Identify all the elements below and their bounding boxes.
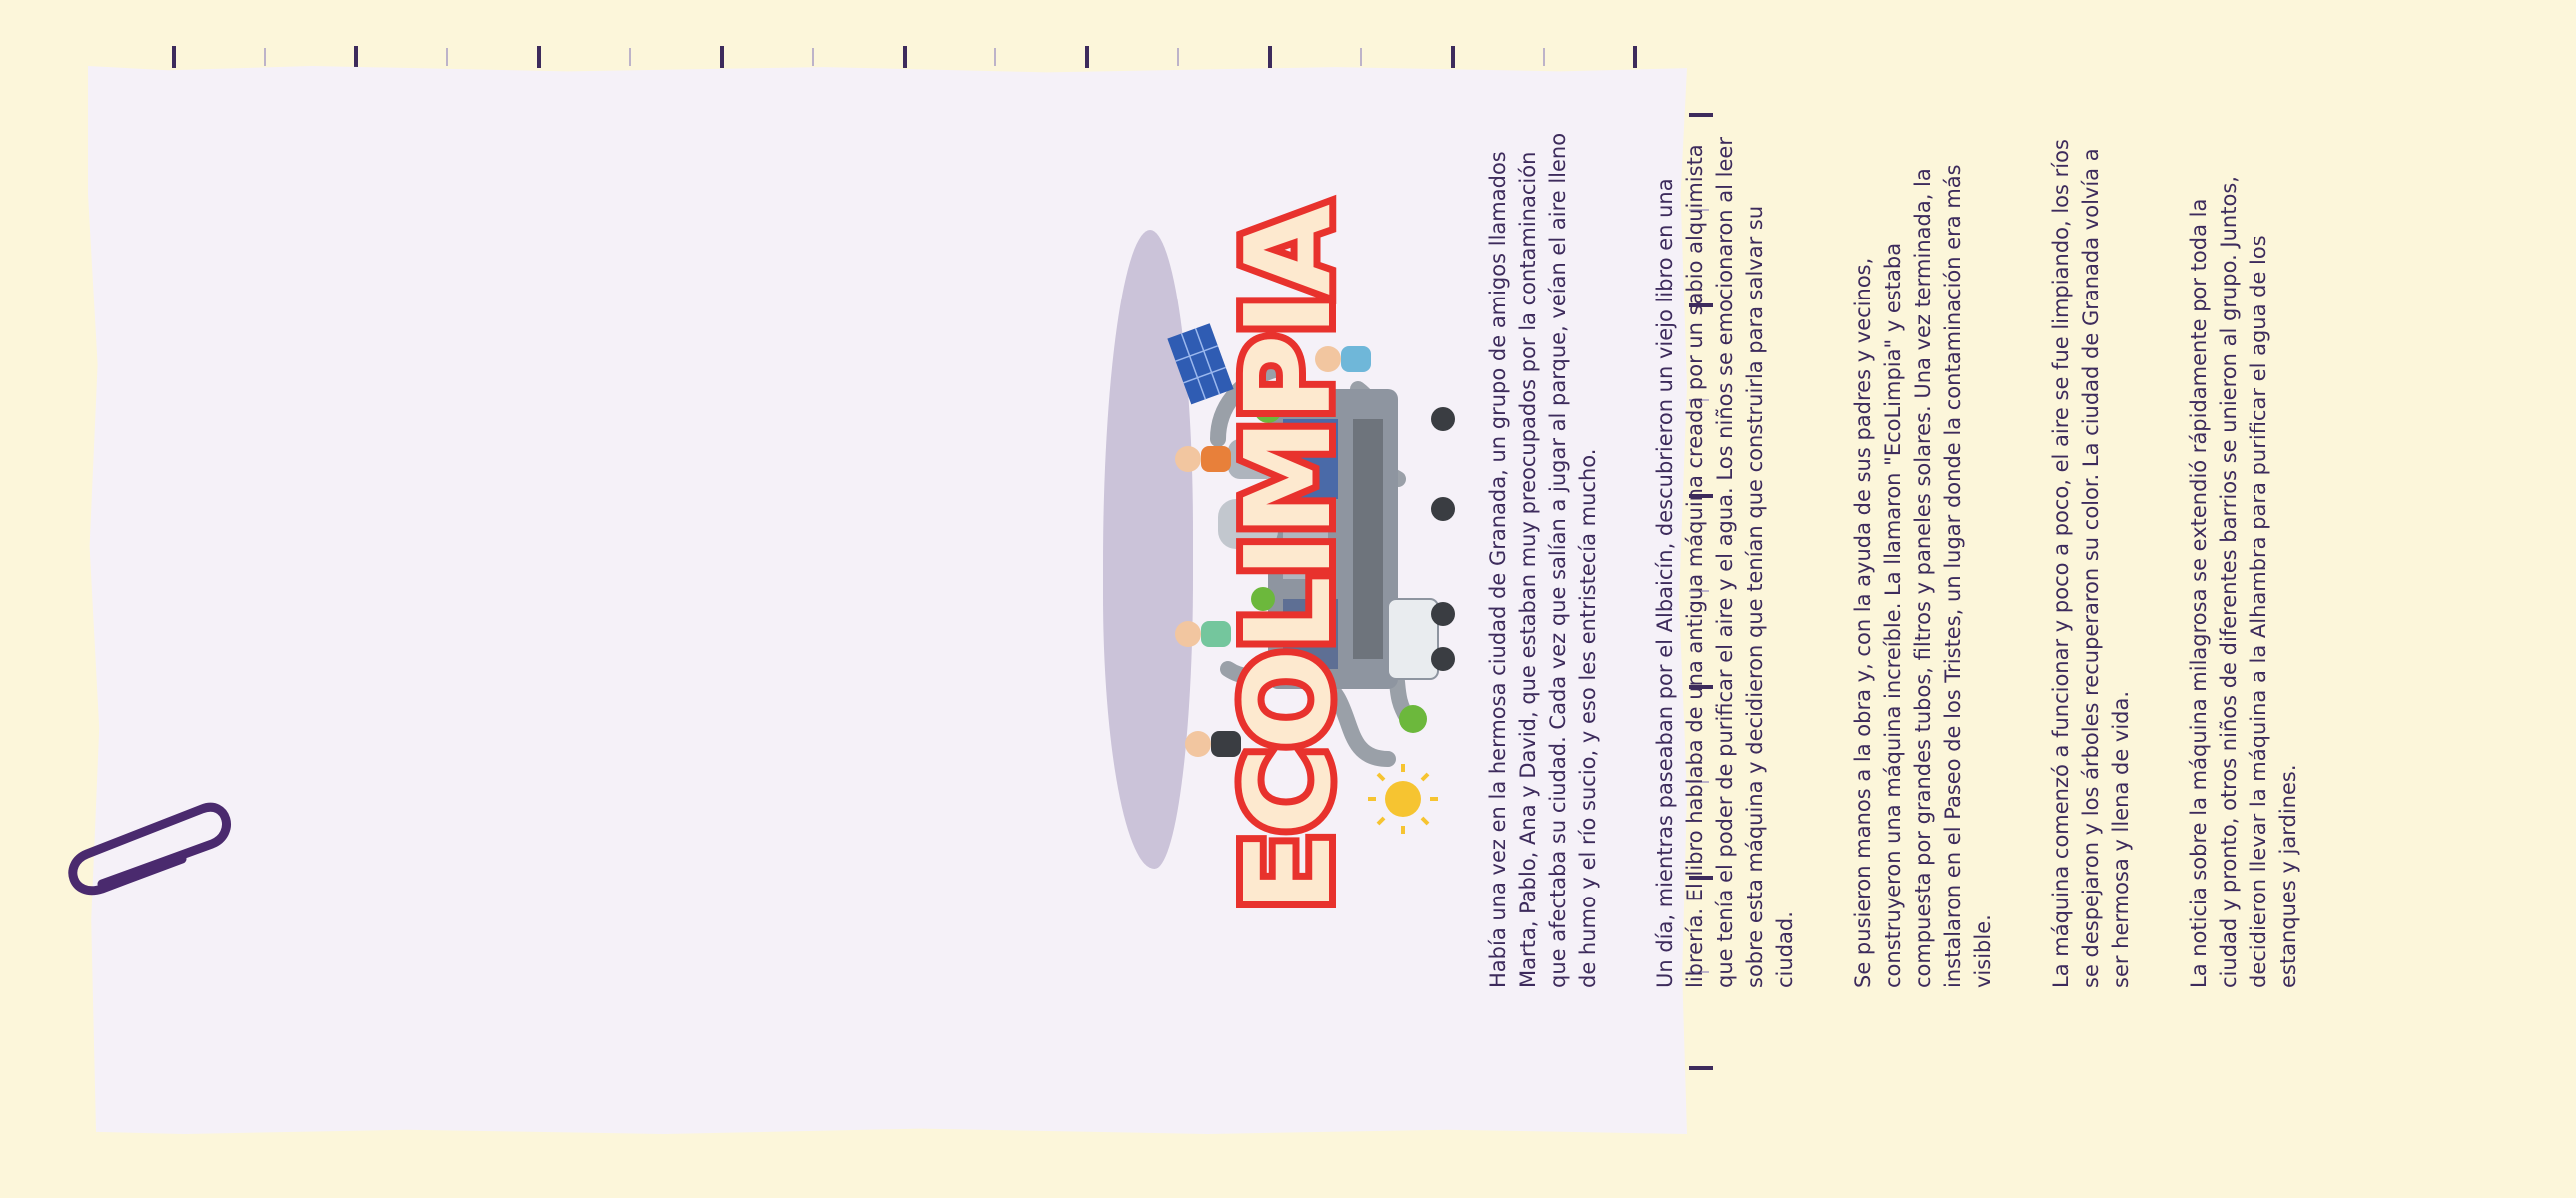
ruler-tick xyxy=(1268,46,1272,68)
paragraph: La máquina comenzó a funcionar y poco a poco, el aire se fue limpiando, los ríos se despejaron y los árboles recuperaron su color. La ciudad de Granada volvía a ser hermosa y llena de vida. xyxy=(2049,139,2133,988)
ruler-tick xyxy=(1689,113,1713,117)
ruler-tick xyxy=(1085,46,1089,68)
story-text xyxy=(1483,130,2351,988)
ruler-tick xyxy=(1689,1066,1713,1070)
paragraph: Había una vez en la hermosa ciudad de Granada, un grupo de amigos llamados Marta, Pablo, Ana y David, que estaban muy preocupados por la contaminación que afectaba su ciudad. Cada vez que salían a jugar al parque, veían el aire lleno de humo y el río sucio, y eso les entristecía mucho. xyxy=(1486,132,1600,988)
ruler-tick xyxy=(903,46,907,68)
ruler-tick xyxy=(172,46,176,68)
ruler-tick xyxy=(720,46,724,68)
ruler-tick xyxy=(629,48,631,66)
document-title: ECOLIMPIA xyxy=(1219,206,1357,912)
ruler-tick xyxy=(1451,46,1455,68)
ruler-tick xyxy=(994,48,996,66)
ruler-tick xyxy=(1543,48,1545,66)
ruler-tick xyxy=(1633,46,1637,68)
ruler-tick xyxy=(1360,48,1362,66)
paragraph: Se pusieron manos a la obra y, con la ayuda de sus padres y vecinos, construyeron una máquina increíble. La llamaron "EcoLimpia" y estaba compuesta por grandes tubos, filtros y paneles solares. Una vez terminada, la instalaron en el Paseo de los Tristes, un lugar donde la contaminación era más visible. xyxy=(1851,164,1995,988)
paragraph: La noticia sobre la máquina milagrosa se extendió rápidamente por toda la ciudad y pronto, otros niños de diferentes barrios se unieron al grupo. Juntos, decidieron llevar la máquina a la Alhambra para purificar el agua de los estanques y jardines. xyxy=(2187,176,2300,988)
ruler-tick xyxy=(537,46,541,68)
sun-icon xyxy=(1368,764,1438,834)
ruler-tick xyxy=(1177,48,1179,66)
paper-clip-icon xyxy=(62,804,232,903)
title-block xyxy=(1078,130,1468,988)
ruler-tick xyxy=(354,46,358,68)
document-content xyxy=(1078,130,2576,988)
ruler-tick xyxy=(264,48,266,66)
ruler-tick xyxy=(446,48,448,66)
ruler-tick xyxy=(812,48,814,66)
paragraph: Un día, mientras paseaban por el Albaicín, descubrieron un viejo libro en una librería. El libro hablaba de una antigua máquina creada por un sabio alquimista que tenía el poder de purificar el aire y el agua. Los niños se emocionaron al leer sobre esta máquina y decidieron que tenían que construirla para salvar su ciudad. xyxy=(1653,137,1797,988)
